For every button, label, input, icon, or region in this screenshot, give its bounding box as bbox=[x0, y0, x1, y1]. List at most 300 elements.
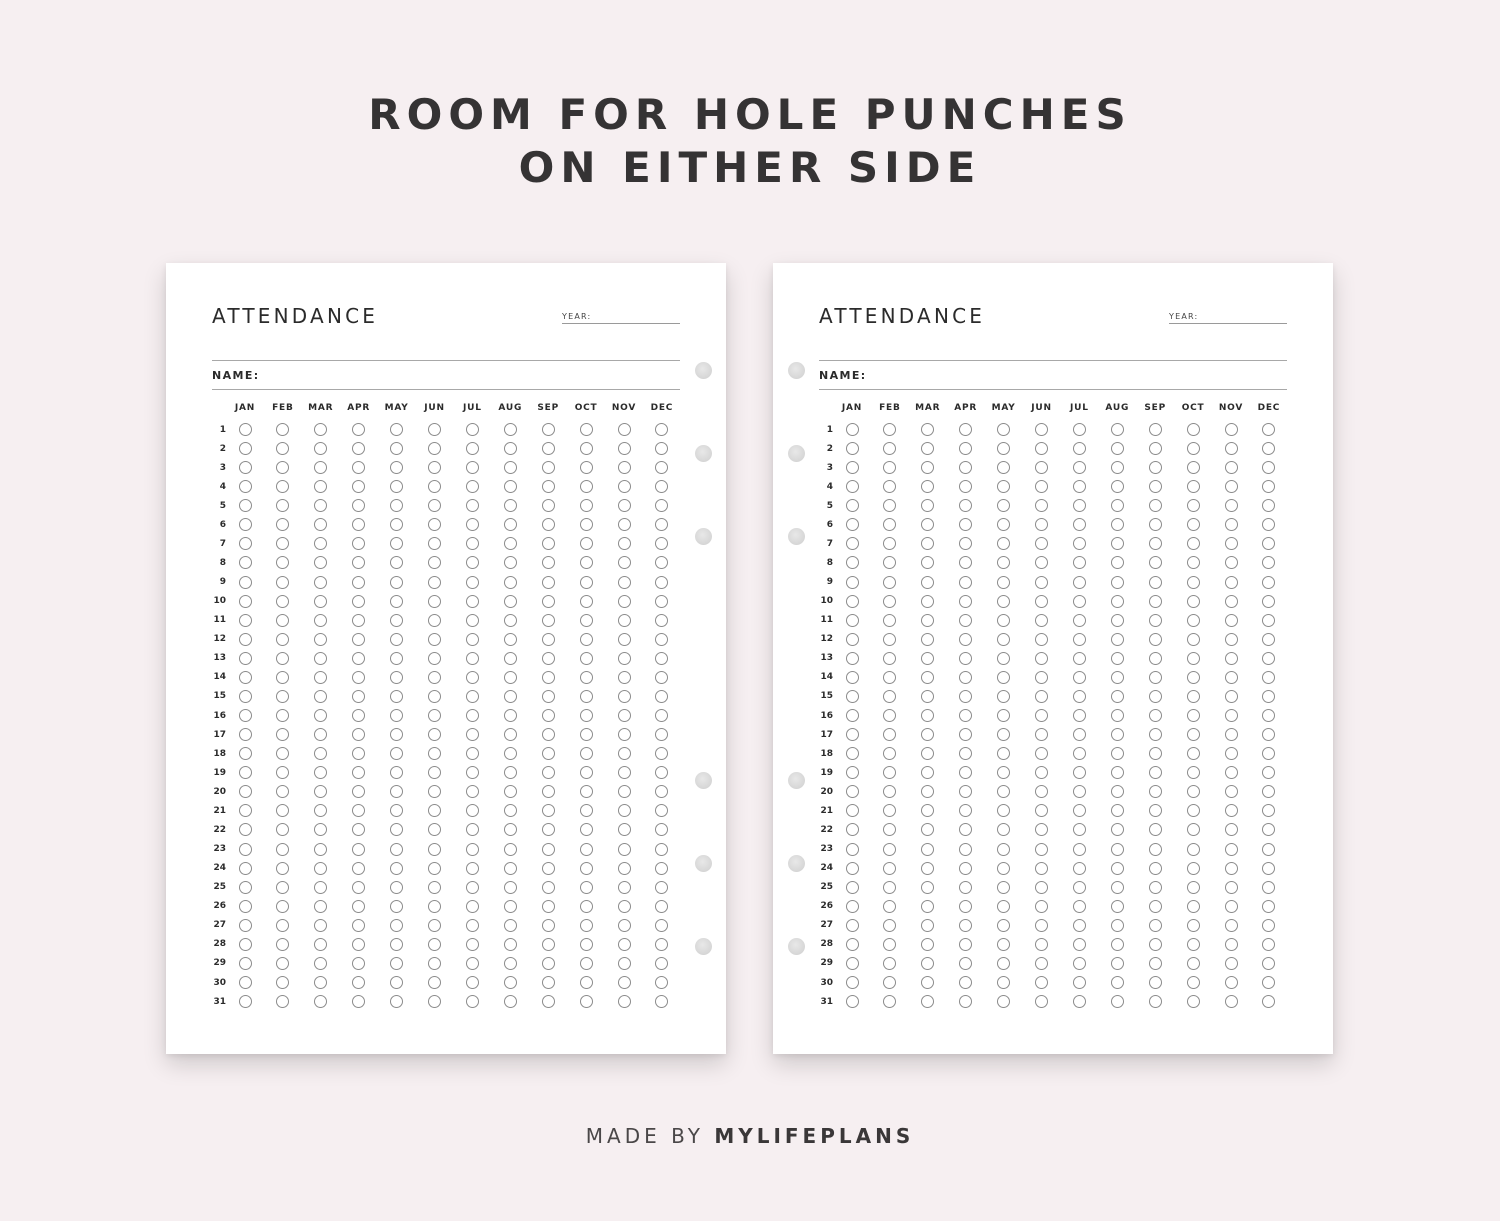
attendance-checkbox[interactable] bbox=[997, 785, 1010, 798]
attendance-checkbox[interactable] bbox=[239, 614, 252, 627]
attendance-checkbox[interactable] bbox=[846, 900, 859, 913]
attendance-checkbox[interactable] bbox=[959, 480, 972, 493]
attendance-checkbox[interactable] bbox=[655, 804, 668, 817]
attendance-checkbox[interactable] bbox=[580, 900, 593, 913]
attendance-checkbox[interactable] bbox=[1073, 995, 1086, 1008]
attendance-checkbox[interactable] bbox=[428, 576, 441, 589]
attendance-checkbox[interactable] bbox=[1111, 537, 1124, 550]
attendance-checkbox[interactable] bbox=[618, 766, 631, 779]
attendance-checkbox[interactable] bbox=[428, 652, 441, 665]
attendance-checkbox[interactable] bbox=[276, 652, 289, 665]
attendance-checkbox[interactable] bbox=[618, 595, 631, 608]
attendance-checkbox[interactable] bbox=[1073, 537, 1086, 550]
attendance-checkbox[interactable] bbox=[504, 881, 517, 894]
attendance-checkbox[interactable] bbox=[352, 690, 365, 703]
attendance-checkbox[interactable] bbox=[1111, 728, 1124, 741]
attendance-checkbox[interactable] bbox=[1225, 747, 1238, 760]
attendance-checkbox[interactable] bbox=[883, 499, 896, 512]
attendance-checkbox[interactable] bbox=[428, 919, 441, 932]
attendance-checkbox[interactable] bbox=[959, 709, 972, 722]
attendance-checkbox[interactable] bbox=[542, 709, 555, 722]
attendance-checkbox[interactable] bbox=[428, 785, 441, 798]
attendance-checkbox[interactable] bbox=[1035, 976, 1048, 989]
attendance-checkbox[interactable] bbox=[314, 652, 327, 665]
attendance-checkbox[interactable] bbox=[542, 690, 555, 703]
attendance-checkbox[interactable] bbox=[239, 499, 252, 512]
attendance-checkbox[interactable] bbox=[883, 709, 896, 722]
attendance-checkbox[interactable] bbox=[1225, 785, 1238, 798]
attendance-checkbox[interactable] bbox=[1073, 938, 1086, 951]
attendance-checkbox[interactable] bbox=[1225, 995, 1238, 1008]
attendance-checkbox[interactable] bbox=[1225, 518, 1238, 531]
attendance-checkbox[interactable] bbox=[352, 576, 365, 589]
attendance-checkbox[interactable] bbox=[466, 747, 479, 760]
attendance-checkbox[interactable] bbox=[997, 518, 1010, 531]
attendance-checkbox[interactable] bbox=[959, 423, 972, 436]
attendance-checkbox[interactable] bbox=[1262, 423, 1275, 436]
attendance-checkbox[interactable] bbox=[428, 709, 441, 722]
attendance-checkbox[interactable] bbox=[1262, 747, 1275, 760]
attendance-checkbox[interactable] bbox=[390, 633, 403, 646]
attendance-checkbox[interactable] bbox=[1073, 823, 1086, 836]
attendance-checkbox[interactable] bbox=[921, 633, 934, 646]
attendance-checkbox[interactable] bbox=[618, 556, 631, 569]
attendance-checkbox[interactable] bbox=[846, 957, 859, 970]
attendance-checkbox[interactable] bbox=[239, 518, 252, 531]
attendance-checkbox[interactable] bbox=[1262, 938, 1275, 951]
attendance-checkbox[interactable] bbox=[1262, 461, 1275, 474]
attendance-checkbox[interactable] bbox=[390, 423, 403, 436]
attendance-checkbox[interactable] bbox=[542, 843, 555, 856]
attendance-checkbox[interactable] bbox=[1262, 499, 1275, 512]
attendance-checkbox[interactable] bbox=[580, 480, 593, 493]
attendance-checkbox[interactable] bbox=[1187, 976, 1200, 989]
attendance-checkbox[interactable] bbox=[846, 614, 859, 627]
attendance-checkbox[interactable] bbox=[428, 804, 441, 817]
attendance-checkbox[interactable] bbox=[655, 938, 668, 951]
attendance-checkbox[interactable] bbox=[1262, 766, 1275, 779]
attendance-checkbox[interactable] bbox=[1187, 728, 1200, 741]
attendance-checkbox[interactable] bbox=[276, 690, 289, 703]
attendance-checkbox[interactable] bbox=[1149, 938, 1162, 951]
attendance-checkbox[interactable] bbox=[428, 595, 441, 608]
attendance-checkbox[interactable] bbox=[239, 690, 252, 703]
attendance-checkbox[interactable] bbox=[239, 881, 252, 894]
attendance-checkbox[interactable] bbox=[618, 919, 631, 932]
attendance-checkbox[interactable] bbox=[921, 709, 934, 722]
attendance-checkbox[interactable] bbox=[1035, 595, 1048, 608]
attendance-checkbox[interactable] bbox=[921, 957, 934, 970]
attendance-checkbox[interactable] bbox=[1149, 461, 1162, 474]
attendance-checkbox[interactable] bbox=[959, 652, 972, 665]
attendance-checkbox[interactable] bbox=[1073, 957, 1086, 970]
attendance-checkbox[interactable] bbox=[618, 576, 631, 589]
attendance-checkbox[interactable] bbox=[1035, 671, 1048, 684]
attendance-checkbox[interactable] bbox=[846, 862, 859, 875]
attendance-checkbox[interactable] bbox=[655, 480, 668, 493]
attendance-checkbox[interactable] bbox=[239, 633, 252, 646]
attendance-checkbox[interactable] bbox=[542, 862, 555, 875]
attendance-checkbox[interactable] bbox=[276, 537, 289, 550]
attendance-checkbox[interactable] bbox=[542, 595, 555, 608]
attendance-checkbox[interactable] bbox=[1149, 537, 1162, 550]
attendance-checkbox[interactable] bbox=[314, 499, 327, 512]
attendance-checkbox[interactable] bbox=[1073, 900, 1086, 913]
attendance-checkbox[interactable] bbox=[276, 461, 289, 474]
attendance-checkbox[interactable] bbox=[921, 823, 934, 836]
attendance-checkbox[interactable] bbox=[352, 747, 365, 760]
attendance-checkbox[interactable] bbox=[1187, 881, 1200, 894]
attendance-checkbox[interactable] bbox=[1149, 480, 1162, 493]
attendance-checkbox[interactable] bbox=[428, 862, 441, 875]
attendance-checkbox[interactable] bbox=[1149, 766, 1162, 779]
attendance-checkbox[interactable] bbox=[314, 747, 327, 760]
attendance-checkbox[interactable] bbox=[504, 823, 517, 836]
attendance-checkbox[interactable] bbox=[314, 957, 327, 970]
attendance-checkbox[interactable] bbox=[883, 785, 896, 798]
attendance-checkbox[interactable] bbox=[428, 881, 441, 894]
attendance-checkbox[interactable] bbox=[1225, 652, 1238, 665]
attendance-checkbox[interactable] bbox=[618, 900, 631, 913]
attendance-checkbox[interactable] bbox=[390, 881, 403, 894]
attendance-checkbox[interactable] bbox=[1262, 671, 1275, 684]
attendance-checkbox[interactable] bbox=[504, 518, 517, 531]
attendance-checkbox[interactable] bbox=[655, 919, 668, 932]
attendance-checkbox[interactable] bbox=[883, 614, 896, 627]
attendance-checkbox[interactable] bbox=[352, 938, 365, 951]
attendance-checkbox[interactable] bbox=[542, 995, 555, 1008]
attendance-checkbox[interactable] bbox=[655, 671, 668, 684]
attendance-checkbox[interactable] bbox=[390, 938, 403, 951]
attendance-checkbox[interactable] bbox=[618, 957, 631, 970]
attendance-checkbox[interactable] bbox=[846, 423, 859, 436]
attendance-checkbox[interactable] bbox=[580, 919, 593, 932]
attendance-checkbox[interactable] bbox=[1187, 862, 1200, 875]
attendance-checkbox[interactable] bbox=[466, 938, 479, 951]
attendance-checkbox[interactable] bbox=[504, 900, 517, 913]
attendance-checkbox[interactable] bbox=[1225, 671, 1238, 684]
attendance-checkbox[interactable] bbox=[959, 919, 972, 932]
attendance-checkbox[interactable] bbox=[276, 976, 289, 989]
attendance-checkbox[interactable] bbox=[314, 614, 327, 627]
attendance-checkbox[interactable] bbox=[1225, 843, 1238, 856]
attendance-checkbox[interactable] bbox=[655, 595, 668, 608]
attendance-checkbox[interactable] bbox=[504, 785, 517, 798]
attendance-checkbox[interactable] bbox=[504, 766, 517, 779]
attendance-checkbox[interactable] bbox=[1262, 919, 1275, 932]
attendance-checkbox[interactable] bbox=[921, 595, 934, 608]
attendance-checkbox[interactable] bbox=[466, 823, 479, 836]
attendance-checkbox[interactable] bbox=[1111, 938, 1124, 951]
attendance-checkbox[interactable] bbox=[655, 728, 668, 741]
attendance-checkbox[interactable] bbox=[1187, 823, 1200, 836]
attendance-checkbox[interactable] bbox=[1225, 423, 1238, 436]
attendance-checkbox[interactable] bbox=[846, 766, 859, 779]
attendance-checkbox[interactable] bbox=[1111, 518, 1124, 531]
attendance-checkbox[interactable] bbox=[504, 633, 517, 646]
attendance-checkbox[interactable] bbox=[239, 728, 252, 741]
attendance-checkbox[interactable] bbox=[1225, 709, 1238, 722]
attendance-checkbox[interactable] bbox=[276, 804, 289, 817]
attendance-checkbox[interactable] bbox=[314, 423, 327, 436]
attendance-checkbox[interactable] bbox=[1187, 938, 1200, 951]
attendance-checkbox[interactable] bbox=[580, 881, 593, 894]
attendance-checkbox[interactable] bbox=[466, 843, 479, 856]
attendance-checkbox[interactable] bbox=[352, 995, 365, 1008]
attendance-checkbox[interactable] bbox=[1225, 461, 1238, 474]
attendance-checkbox[interactable] bbox=[580, 995, 593, 1008]
attendance-checkbox[interactable] bbox=[428, 766, 441, 779]
attendance-checkbox[interactable] bbox=[314, 461, 327, 474]
attendance-checkbox[interactable] bbox=[1187, 843, 1200, 856]
attendance-checkbox[interactable] bbox=[1073, 728, 1086, 741]
attendance-checkbox[interactable] bbox=[1149, 595, 1162, 608]
attendance-checkbox[interactable] bbox=[580, 537, 593, 550]
attendance-checkbox[interactable] bbox=[352, 881, 365, 894]
attendance-checkbox[interactable] bbox=[504, 556, 517, 569]
attendance-checkbox[interactable] bbox=[314, 823, 327, 836]
attendance-checkbox[interactable] bbox=[390, 843, 403, 856]
attendance-checkbox[interactable] bbox=[390, 556, 403, 569]
attendance-checkbox[interactable] bbox=[390, 480, 403, 493]
attendance-checkbox[interactable] bbox=[921, 671, 934, 684]
attendance-checkbox[interactable] bbox=[655, 633, 668, 646]
attendance-checkbox[interactable] bbox=[239, 461, 252, 474]
attendance-checkbox[interactable] bbox=[997, 747, 1010, 760]
attendance-checkbox[interactable] bbox=[276, 843, 289, 856]
attendance-checkbox[interactable] bbox=[1262, 900, 1275, 913]
attendance-checkbox[interactable] bbox=[1149, 709, 1162, 722]
attendance-checkbox[interactable] bbox=[1149, 614, 1162, 627]
attendance-checkbox[interactable] bbox=[504, 919, 517, 932]
attendance-checkbox[interactable] bbox=[1111, 823, 1124, 836]
attendance-checkbox[interactable] bbox=[1035, 423, 1048, 436]
attendance-checkbox[interactable] bbox=[1149, 843, 1162, 856]
attendance-checkbox[interactable] bbox=[504, 423, 517, 436]
attendance-checkbox[interactable] bbox=[959, 556, 972, 569]
attendance-checkbox[interactable] bbox=[618, 747, 631, 760]
attendance-checkbox[interactable] bbox=[542, 976, 555, 989]
attendance-checkbox[interactable] bbox=[846, 442, 859, 455]
attendance-checkbox[interactable] bbox=[1262, 785, 1275, 798]
attendance-checkbox[interactable] bbox=[466, 976, 479, 989]
attendance-checkbox[interactable] bbox=[959, 595, 972, 608]
attendance-checkbox[interactable] bbox=[239, 995, 252, 1008]
attendance-checkbox[interactable] bbox=[846, 919, 859, 932]
attendance-checkbox[interactable] bbox=[1187, 804, 1200, 817]
attendance-checkbox[interactable] bbox=[997, 461, 1010, 474]
attendance-checkbox[interactable] bbox=[1073, 919, 1086, 932]
attendance-checkbox[interactable] bbox=[1262, 804, 1275, 817]
attendance-checkbox[interactable] bbox=[1187, 595, 1200, 608]
attendance-checkbox[interactable] bbox=[1187, 995, 1200, 1008]
attendance-checkbox[interactable] bbox=[883, 518, 896, 531]
attendance-checkbox[interactable] bbox=[1111, 595, 1124, 608]
attendance-checkbox[interactable] bbox=[655, 537, 668, 550]
attendance-checkbox[interactable] bbox=[352, 614, 365, 627]
attendance-checkbox[interactable] bbox=[1035, 576, 1048, 589]
attendance-checkbox[interactable] bbox=[655, 709, 668, 722]
attendance-checkbox[interactable] bbox=[352, 442, 365, 455]
attendance-checkbox[interactable] bbox=[352, 518, 365, 531]
attendance-checkbox[interactable] bbox=[1149, 671, 1162, 684]
attendance-checkbox[interactable] bbox=[1073, 766, 1086, 779]
attendance-checkbox[interactable] bbox=[276, 499, 289, 512]
attendance-checkbox[interactable] bbox=[1111, 499, 1124, 512]
attendance-checkbox[interactable] bbox=[1073, 595, 1086, 608]
attendance-checkbox[interactable] bbox=[352, 728, 365, 741]
attendance-checkbox[interactable] bbox=[352, 461, 365, 474]
attendance-checkbox[interactable] bbox=[239, 671, 252, 684]
attendance-checkbox[interactable] bbox=[1187, 537, 1200, 550]
attendance-checkbox[interactable] bbox=[1111, 747, 1124, 760]
attendance-checkbox[interactable] bbox=[390, 862, 403, 875]
attendance-checkbox[interactable] bbox=[428, 900, 441, 913]
attendance-checkbox[interactable] bbox=[959, 766, 972, 779]
attendance-checkbox[interactable] bbox=[1225, 938, 1238, 951]
attendance-checkbox[interactable] bbox=[1111, 633, 1124, 646]
attendance-checkbox[interactable] bbox=[1035, 881, 1048, 894]
attendance-checkbox[interactable] bbox=[542, 652, 555, 665]
attendance-checkbox[interactable] bbox=[1035, 442, 1048, 455]
attendance-checkbox[interactable] bbox=[1225, 919, 1238, 932]
attendance-checkbox[interactable] bbox=[504, 957, 517, 970]
attendance-checkbox[interactable] bbox=[1225, 881, 1238, 894]
attendance-checkbox[interactable] bbox=[1111, 976, 1124, 989]
attendance-checkbox[interactable] bbox=[314, 518, 327, 531]
attendance-checkbox[interactable] bbox=[846, 461, 859, 474]
attendance-checkbox[interactable] bbox=[1035, 709, 1048, 722]
attendance-checkbox[interactable] bbox=[997, 976, 1010, 989]
attendance-checkbox[interactable] bbox=[428, 747, 441, 760]
attendance-checkbox[interactable] bbox=[883, 900, 896, 913]
attendance-checkbox[interactable] bbox=[276, 671, 289, 684]
attendance-checkbox[interactable] bbox=[390, 785, 403, 798]
attendance-checkbox[interactable] bbox=[921, 804, 934, 817]
attendance-checkbox[interactable] bbox=[1149, 518, 1162, 531]
attendance-checkbox[interactable] bbox=[618, 690, 631, 703]
attendance-checkbox[interactable] bbox=[542, 423, 555, 436]
attendance-checkbox[interactable] bbox=[1187, 442, 1200, 455]
attendance-checkbox[interactable] bbox=[883, 957, 896, 970]
attendance-checkbox[interactable] bbox=[959, 995, 972, 1008]
attendance-checkbox[interactable] bbox=[504, 747, 517, 760]
attendance-checkbox[interactable] bbox=[352, 595, 365, 608]
attendance-checkbox[interactable] bbox=[883, 843, 896, 856]
attendance-checkbox[interactable] bbox=[959, 671, 972, 684]
attendance-checkbox[interactable] bbox=[352, 766, 365, 779]
attendance-checkbox[interactable] bbox=[428, 690, 441, 703]
attendance-checkbox[interactable] bbox=[1035, 518, 1048, 531]
attendance-checkbox[interactable] bbox=[504, 537, 517, 550]
attendance-checkbox[interactable] bbox=[883, 442, 896, 455]
attendance-checkbox[interactable] bbox=[1111, 614, 1124, 627]
attendance-checkbox[interactable] bbox=[1262, 576, 1275, 589]
attendance-checkbox[interactable] bbox=[276, 957, 289, 970]
attendance-checkbox[interactable] bbox=[846, 537, 859, 550]
attendance-checkbox[interactable] bbox=[1225, 614, 1238, 627]
attendance-checkbox[interactable] bbox=[959, 690, 972, 703]
attendance-checkbox[interactable] bbox=[428, 518, 441, 531]
attendance-checkbox[interactable] bbox=[1149, 995, 1162, 1008]
attendance-checkbox[interactable] bbox=[655, 957, 668, 970]
attendance-checkbox[interactable] bbox=[466, 652, 479, 665]
attendance-checkbox[interactable] bbox=[390, 518, 403, 531]
attendance-checkbox[interactable] bbox=[239, 480, 252, 493]
attendance-checkbox[interactable] bbox=[580, 442, 593, 455]
attendance-checkbox[interactable] bbox=[580, 747, 593, 760]
attendance-checkbox[interactable] bbox=[997, 900, 1010, 913]
attendance-checkbox[interactable] bbox=[1073, 671, 1086, 684]
attendance-checkbox[interactable] bbox=[276, 614, 289, 627]
attendance-checkbox[interactable] bbox=[1035, 537, 1048, 550]
attendance-checkbox[interactable] bbox=[352, 976, 365, 989]
attendance-checkbox[interactable] bbox=[1073, 690, 1086, 703]
attendance-checkbox[interactable] bbox=[1225, 728, 1238, 741]
attendance-checkbox[interactable] bbox=[883, 576, 896, 589]
attendance-checkbox[interactable] bbox=[921, 690, 934, 703]
attendance-checkbox[interactable] bbox=[314, 537, 327, 550]
attendance-checkbox[interactable] bbox=[618, 518, 631, 531]
attendance-checkbox[interactable] bbox=[1225, 576, 1238, 589]
attendance-checkbox[interactable] bbox=[655, 747, 668, 760]
attendance-checkbox[interactable] bbox=[1187, 423, 1200, 436]
attendance-checkbox[interactable] bbox=[542, 919, 555, 932]
attendance-checkbox[interactable] bbox=[580, 614, 593, 627]
attendance-checkbox[interactable] bbox=[997, 499, 1010, 512]
attendance-checkbox[interactable] bbox=[314, 442, 327, 455]
attendance-checkbox[interactable] bbox=[428, 976, 441, 989]
attendance-checkbox[interactable] bbox=[542, 728, 555, 741]
attendance-checkbox[interactable] bbox=[1111, 995, 1124, 1008]
attendance-checkbox[interactable] bbox=[997, 690, 1010, 703]
attendance-checkbox[interactable] bbox=[390, 766, 403, 779]
attendance-checkbox[interactable] bbox=[997, 633, 1010, 646]
attendance-checkbox[interactable] bbox=[1187, 766, 1200, 779]
attendance-checkbox[interactable] bbox=[1187, 671, 1200, 684]
attendance-checkbox[interactable] bbox=[846, 709, 859, 722]
attendance-checkbox[interactable] bbox=[846, 652, 859, 665]
attendance-checkbox[interactable] bbox=[466, 499, 479, 512]
attendance-checkbox[interactable] bbox=[239, 862, 252, 875]
attendance-checkbox[interactable] bbox=[542, 804, 555, 817]
attendance-checkbox[interactable] bbox=[1149, 785, 1162, 798]
attendance-checkbox[interactable] bbox=[959, 614, 972, 627]
attendance-checkbox[interactable] bbox=[618, 671, 631, 684]
attendance-checkbox[interactable] bbox=[542, 671, 555, 684]
attendance-checkbox[interactable] bbox=[390, 690, 403, 703]
attendance-checkbox[interactable] bbox=[1111, 423, 1124, 436]
attendance-checkbox[interactable] bbox=[542, 633, 555, 646]
attendance-checkbox[interactable] bbox=[1111, 804, 1124, 817]
attendance-checkbox[interactable] bbox=[1187, 785, 1200, 798]
attendance-checkbox[interactable] bbox=[239, 900, 252, 913]
attendance-checkbox[interactable] bbox=[352, 480, 365, 493]
attendance-checkbox[interactable] bbox=[921, 537, 934, 550]
attendance-checkbox[interactable] bbox=[655, 614, 668, 627]
attendance-checkbox[interactable] bbox=[428, 556, 441, 569]
attendance-checkbox[interactable] bbox=[1187, 709, 1200, 722]
attendance-checkbox[interactable] bbox=[1111, 690, 1124, 703]
attendance-checkbox[interactable] bbox=[504, 595, 517, 608]
attendance-checkbox[interactable] bbox=[466, 709, 479, 722]
attendance-checkbox[interactable] bbox=[1262, 518, 1275, 531]
attendance-checkbox[interactable] bbox=[1149, 881, 1162, 894]
attendance-checkbox[interactable] bbox=[276, 881, 289, 894]
attendance-checkbox[interactable] bbox=[846, 690, 859, 703]
attendance-checkbox[interactable] bbox=[1149, 728, 1162, 741]
attendance-checkbox[interactable] bbox=[883, 766, 896, 779]
